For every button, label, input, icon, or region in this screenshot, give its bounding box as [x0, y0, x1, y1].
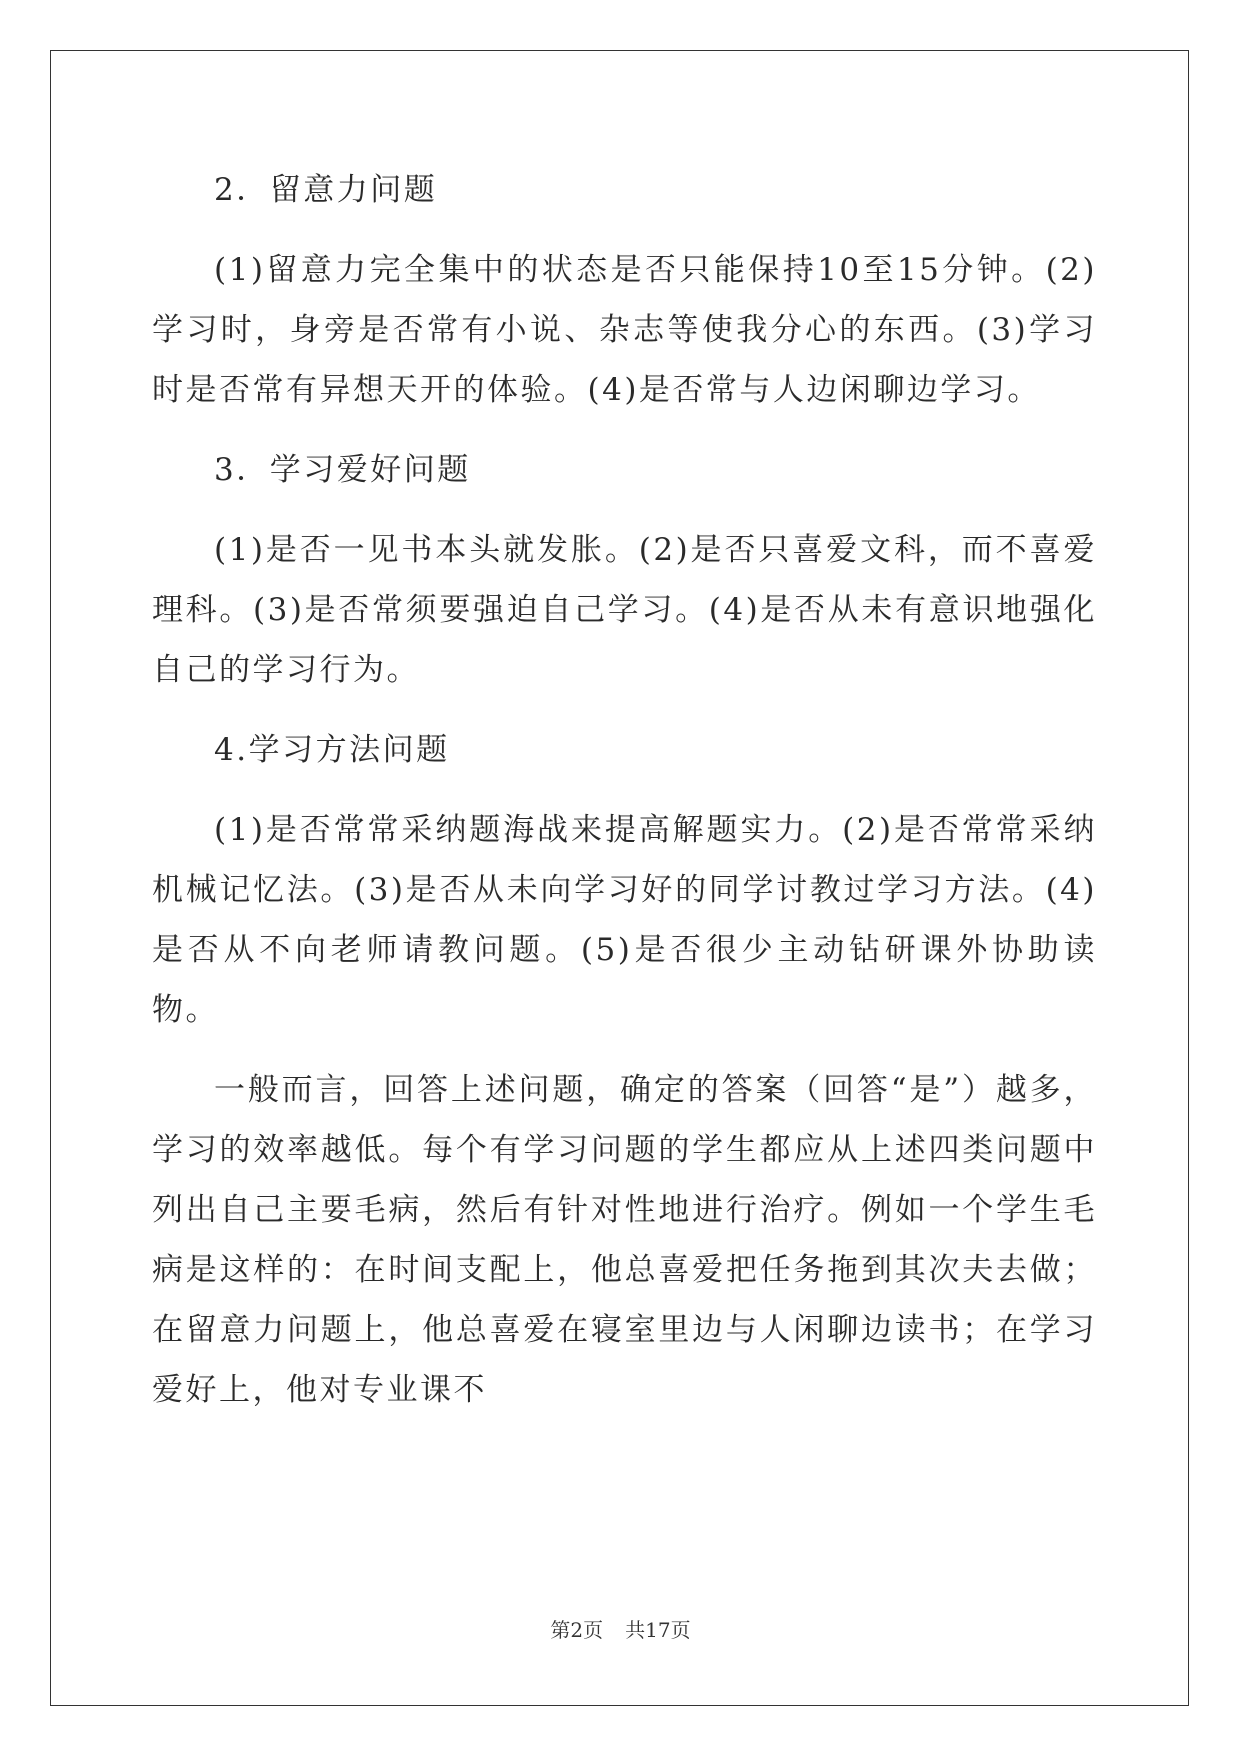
section-body-interest: (1)是否一见书本头就发胀。(2)是否只喜爱文科，而不喜爱理科。(3)是否常须要强迫自己学习。(4)是否从未有意识地强化自己的学习行为。 [152, 532, 1097, 688]
page-total: 共17页 [625, 1618, 691, 1642]
page-number: 第2页 [550, 1618, 604, 1642]
section-heading-attention: 2．留意力问题 [214, 172, 438, 208]
closing-paragraph: 一般而言，回答上述问题，确定的答案（回答“是”）越多，学习的效率越低。每个有学习问题的学生都应从上述四类问题中列出自己主要毛病，然后有针对性地进行治疗。例如一个学生毛病是这样的：在时间支配上，他总喜爱把任务拖到其次夫去做；在留意力问题上，他总喜爱在寝室里边与人闲聊边读书；在学习爱好上，他对专业课不 [152, 1072, 1097, 1408]
page-footer [0, 1614, 1241, 1643]
section-body-attention: (1)留意力完全集中的状态是否只能保持10至15分钟。(2)学习时，身旁是否常有小说、杂志等使我分心的东西。(3)学习时是否常有异想天开的体验。(4)是否常与人边闲聊边学习。 [152, 252, 1097, 408]
section-body-method: (1)是否常常采纳题海战来提高解题实力。(2)是否常常采纳机械记忆法。(3)是否从未向学习好的同学讨教过学习方法。(4)是否从不向老师请教问题。(5)是否很少主动钻研课外协助读物。 [152, 812, 1097, 1028]
section-heading-interest: 3．学习爱好问题 [214, 452, 471, 488]
section-heading-method: 4.学习方法问题 [214, 732, 450, 768]
document-body [152, 160, 1097, 1440]
